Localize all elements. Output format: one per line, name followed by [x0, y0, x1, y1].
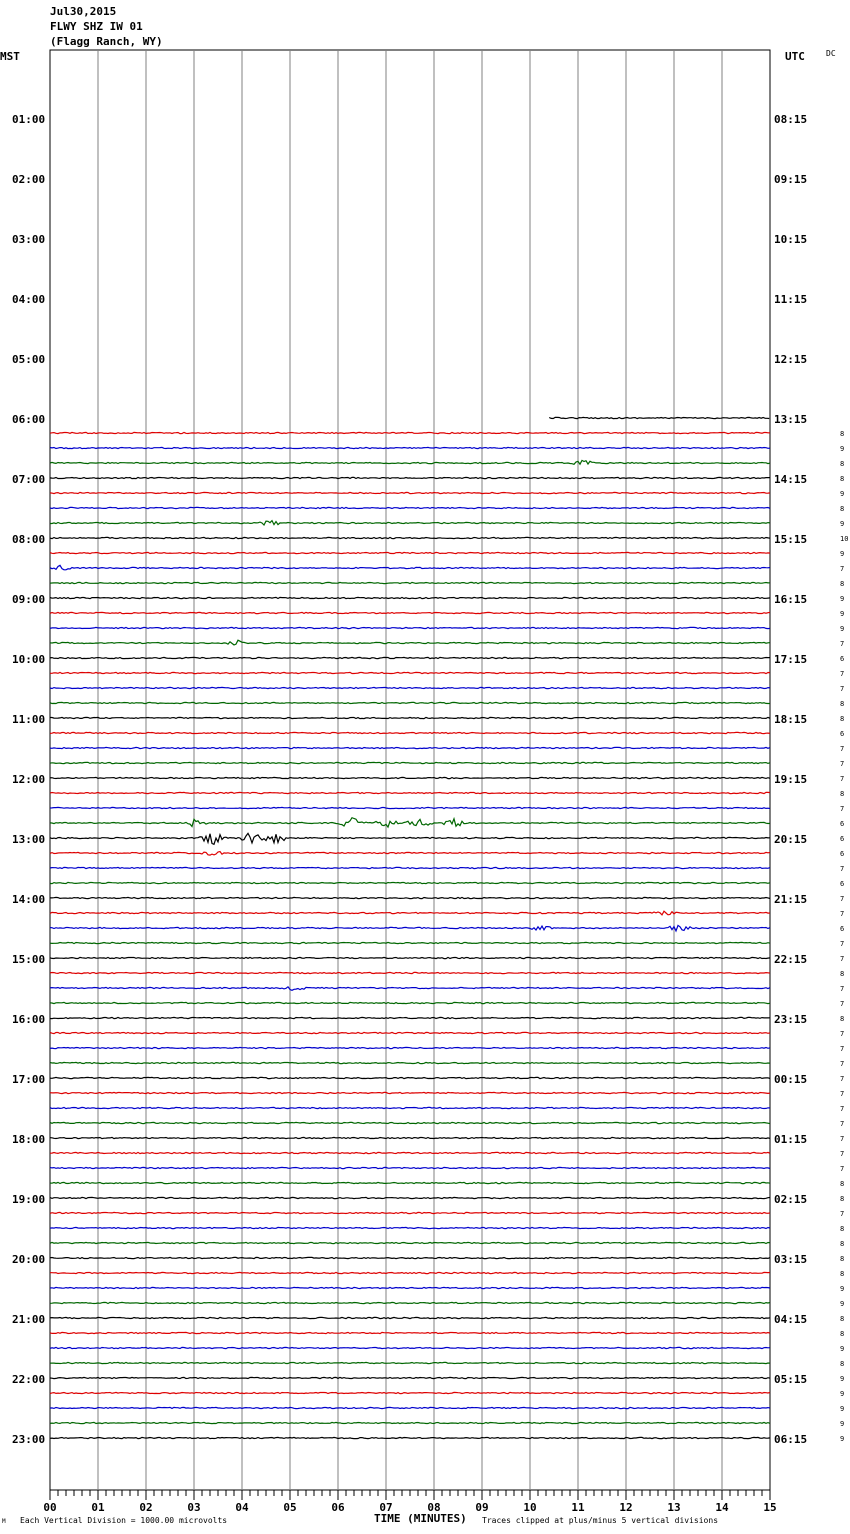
seismic-trace: [50, 597, 770, 598]
seismic-trace: [50, 1377, 770, 1378]
trace-clip-value: 6: [840, 880, 845, 888]
plot-frame: [50, 50, 770, 1490]
seismic-trace: [50, 777, 770, 778]
seismic-trace: [50, 1437, 770, 1438]
seismic-trace: [50, 1272, 770, 1273]
x-tick-label: 03: [187, 1501, 201, 1514]
seismic-trace: [50, 1212, 770, 1213]
trace-clip-value: 7: [840, 640, 845, 648]
seismic-trace: [50, 1407, 770, 1408]
trace-clip-value: 7: [840, 1120, 845, 1128]
seismic-trace: [50, 1092, 770, 1093]
trace-clip-value: 9: [840, 595, 845, 603]
x-tick-label: 08: [427, 1501, 441, 1514]
trace-clip-value: 7: [840, 1165, 845, 1173]
mst-time-label: 09:00: [12, 593, 46, 606]
trace-clip-value: 7: [840, 1075, 845, 1083]
trace-clip-value: 8: [840, 580, 845, 588]
trace-clip-value: 7: [840, 760, 845, 768]
seismic-trace: [50, 1167, 770, 1168]
seismic-trace: [50, 1152, 770, 1153]
seismic-trace: [50, 1197, 770, 1198]
seismic-trace: [50, 1047, 770, 1048]
utc-time-label: 14:15: [774, 473, 808, 486]
mst-time-label: 19:00: [12, 1193, 46, 1206]
scale-note: Each Vertical Division = 1000.00 microvolts: [20, 1516, 228, 1525]
trace-clip-value: 8: [840, 1225, 845, 1233]
trace-clip-value: 7: [840, 1210, 845, 1218]
mst-time-label: 07:00: [12, 473, 46, 486]
seismic-trace: [50, 867, 770, 868]
trace-clip-value: 7: [840, 565, 845, 573]
mst-time-label: 23:00: [12, 1433, 46, 1446]
seismic-trace: [50, 1257, 770, 1258]
trace-clip-value: 8: [840, 430, 845, 438]
trace-clip-value: 6: [840, 850, 845, 858]
station-code: FLWY SHZ IW 01: [50, 20, 143, 33]
mst-time-label: 17:00: [12, 1073, 46, 1086]
utc-time-label: 02:15: [774, 1193, 808, 1206]
seismic-trace: [50, 818, 770, 827]
trace-clip-value: 9: [840, 1435, 845, 1443]
trace-clip-value: 7: [840, 955, 845, 963]
x-tick-label: 11: [571, 1501, 585, 1514]
right-axis-title: UTC: [785, 50, 805, 63]
trace-clip-value: 8: [840, 700, 845, 708]
mst-time-label: 16:00: [12, 1013, 46, 1026]
x-axis-label: TIME (MINUTES): [374, 1512, 467, 1525]
seismic-trace: [50, 957, 770, 958]
seismic-trace: [50, 1017, 770, 1018]
mst-time-label: 14:00: [12, 893, 46, 906]
x-tick-label: 10: [523, 1501, 537, 1514]
trace-clip-value: 9: [840, 625, 845, 633]
utc-time-label: 04:15: [774, 1313, 808, 1326]
trace-clip-value: 9: [840, 1300, 845, 1308]
station-location: (Flagg Ranch, WY): [50, 35, 163, 48]
seismic-trace: [50, 492, 770, 493]
trace-clip-value: 7: [840, 670, 845, 678]
trace-clip-value: 8: [840, 475, 845, 483]
utc-time-label: 01:15: [774, 1133, 808, 1146]
trace-clip-value: 8: [840, 1360, 845, 1368]
seismic-trace: [50, 1077, 770, 1078]
mst-time-label: 21:00: [12, 1313, 46, 1326]
seismic-trace: [50, 552, 770, 553]
seismic-trace: [50, 852, 770, 856]
x-tick-label: 14: [715, 1501, 729, 1514]
seismic-trace: [50, 507, 770, 508]
utc-time-label: 22:15: [774, 953, 808, 966]
trace-clip-value: 9: [840, 1420, 845, 1428]
trace-clip-value: 6: [840, 655, 845, 663]
mst-time-label: 06:00: [12, 413, 46, 426]
clip-note: Traces clipped at plus/minus 5 vertical divisions: [482, 1516, 719, 1525]
seismic-trace: [50, 1362, 770, 1363]
seismic-trace: [50, 762, 770, 763]
seismic-trace: [50, 657, 770, 658]
trace-clip-value: 7: [840, 775, 845, 783]
mst-time-label: 22:00: [12, 1373, 46, 1386]
trace-clip-value: 9: [840, 520, 845, 528]
seismic-trace: [50, 1182, 770, 1183]
x-tick-label: 00: [43, 1501, 57, 1514]
corner-mark: M: [2, 1518, 6, 1525]
utc-time-label: 13:15: [774, 413, 808, 426]
trace-clip-value: 7: [840, 805, 845, 813]
mst-time-label: 11:00: [12, 713, 46, 726]
seismic-trace: [50, 807, 770, 808]
mst-time-label: 04:00: [12, 293, 46, 306]
seismic-trace: [50, 1062, 770, 1063]
seismic-trace: [50, 1422, 770, 1423]
seismic-trace: [50, 1122, 770, 1123]
utc-time-label: 23:15: [774, 1013, 808, 1026]
x-tick-label: 02: [139, 1501, 153, 1514]
x-tick-label: 09: [475, 1501, 489, 1514]
seismic-trace: [50, 1287, 770, 1288]
x-tick-label: 12: [619, 1501, 633, 1514]
seismic-trace: [50, 942, 770, 943]
trace-clip-value: 8: [840, 1255, 845, 1263]
seismic-trace: [50, 987, 770, 991]
seismic-trace: [50, 627, 770, 628]
x-tick-label: 13: [667, 1501, 681, 1514]
mst-time-label: 05:00: [12, 353, 46, 366]
utc-time-label: 20:15: [774, 833, 808, 846]
trace-clip-value: 6: [840, 820, 845, 828]
mst-time-label: 03:00: [12, 233, 46, 246]
utc-time-label: 17:15: [774, 653, 808, 666]
utc-time-label: 21:15: [774, 893, 808, 906]
mst-time-label: 13:00: [12, 833, 46, 846]
seismic-trace: [50, 1317, 770, 1318]
trace-clip-value: 7: [840, 1045, 845, 1053]
seismic-trace: [50, 911, 770, 915]
utc-time-label: 00:15: [774, 1073, 808, 1086]
trace-clip-value: 9: [840, 1375, 845, 1383]
x-tick-label: 01: [91, 1501, 105, 1514]
trace-clip-value: 7: [840, 1000, 845, 1008]
x-tick-label: 04: [235, 1501, 249, 1514]
trace-clip-value: 7: [840, 985, 845, 993]
trace-clip-value: 7: [840, 1090, 845, 1098]
seismic-trace: [50, 612, 770, 613]
utc-time-label: 06:15: [774, 1433, 808, 1446]
mst-time-label: 20:00: [12, 1253, 46, 1266]
trace-clip-value: 9: [840, 1285, 845, 1293]
utc-time-label: 05:15: [774, 1373, 808, 1386]
trace-clip-value: 7: [840, 910, 845, 918]
trace-clip-value: 8: [840, 1315, 845, 1323]
seismic-trace: [50, 640, 770, 645]
trace-clip-value: 8: [840, 970, 845, 978]
trace-clip-value: 8: [840, 1180, 845, 1188]
trace-clip-value: 7: [840, 1135, 845, 1143]
trace-clip-value: 8: [840, 1330, 845, 1338]
seismic-trace: [50, 537, 770, 538]
seismic-trace: [50, 1302, 770, 1303]
trace-clip-value: 7: [840, 685, 845, 693]
trace-clip-value: 8: [840, 1270, 845, 1278]
trace-clip-value: 8: [840, 715, 845, 723]
mst-time-label: 15:00: [12, 953, 46, 966]
seismic-trace: [50, 672, 770, 673]
seismic-trace: [50, 925, 770, 931]
x-tick-label: 06: [331, 1501, 345, 1514]
seismic-trace: [50, 477, 770, 478]
seismic-trace: [50, 460, 770, 464]
x-tick-label: 07: [379, 1501, 393, 1514]
mst-time-label: 12:00: [12, 773, 46, 786]
trace-clip-value: 9: [840, 1345, 845, 1353]
mst-time-label: 08:00: [12, 533, 46, 546]
trace-clip-value: 6: [840, 925, 845, 933]
trace-clip-value: 10: [840, 535, 849, 543]
trace-clip-value: 7: [840, 1060, 845, 1068]
utc-time-label: 08:15: [774, 113, 808, 126]
seismic-trace: [50, 1137, 770, 1138]
seismic-trace: [50, 732, 770, 733]
trace-clip-value: 8: [840, 1195, 845, 1203]
seismic-trace: [50, 521, 770, 525]
trace-clip-value: 8: [840, 790, 845, 798]
seismic-trace: [549, 417, 769, 418]
utc-time-label: 16:15: [774, 593, 808, 606]
left-axis-title: MST: [0, 50, 20, 63]
trace-clip-value: 8: [840, 460, 845, 468]
x-tick-label: 05: [283, 1501, 297, 1514]
seismic-trace: [50, 1227, 770, 1228]
trace-clip-value: 9: [840, 1390, 845, 1398]
trace-clip-value: 6: [840, 730, 845, 738]
trace-clip-value: 7: [840, 940, 845, 948]
seismic-trace: [50, 1107, 770, 1108]
utc-time-label: 10:15: [774, 233, 808, 246]
trace-clip-value: 9: [840, 490, 845, 498]
seismic-trace: [50, 1332, 770, 1333]
seismic-trace: [50, 972, 770, 973]
trace-clip-value: 9: [840, 445, 845, 453]
trace-clip-value: 8: [840, 1015, 845, 1023]
trace-clip-value: 7: [840, 1150, 845, 1158]
utc-time-label: 19:15: [774, 773, 808, 786]
utc-time-label: 18:15: [774, 713, 808, 726]
seismic-trace: [50, 747, 770, 748]
trace-clip-value: 8: [840, 505, 845, 513]
seismic-trace: [50, 792, 770, 793]
seismic-trace: [50, 582, 770, 583]
utc-time-label: 12:15: [774, 353, 808, 366]
trace-clip-value: 7: [840, 1105, 845, 1113]
mst-time-label: 02:00: [12, 173, 46, 186]
trace-clip-value: 6: [840, 835, 845, 843]
utc-time-label: 09:15: [774, 173, 808, 186]
utc-time-label: 15:15: [774, 533, 808, 546]
utc-time-label: 11:15: [774, 293, 808, 306]
mst-time-label: 01:00: [12, 113, 46, 126]
seismic-trace: [50, 702, 770, 703]
trace-clip-value: 9: [840, 1405, 845, 1413]
seismic-trace: [50, 833, 770, 844]
trace-clip-value: 9: [840, 550, 845, 558]
seismic-trace: [50, 882, 770, 883]
seismic-trace: [50, 687, 770, 688]
seismic-trace: [50, 1392, 770, 1393]
seismic-trace: [50, 447, 770, 448]
trace-clip-value: 7: [840, 865, 845, 873]
trace-clip-value: 8: [840, 1240, 845, 1248]
mst-time-label: 18:00: [12, 1133, 46, 1146]
seismic-trace: [50, 1242, 770, 1243]
seismic-trace: [50, 1002, 770, 1003]
seismic-trace: [50, 897, 770, 898]
dc-label: DC: [826, 49, 836, 58]
x-tick-label: 15: [763, 1501, 777, 1514]
trace-clip-value: 7: [840, 895, 845, 903]
seismic-trace: [50, 565, 770, 570]
trace-clip-value: 9: [840, 610, 845, 618]
seismic-trace: [50, 1032, 770, 1033]
record-date: Jul30,2015: [50, 5, 117, 18]
seismic-trace: [50, 1347, 770, 1348]
seismic-trace: [50, 432, 770, 433]
seismic-trace: [50, 717, 770, 718]
trace-clip-value: 7: [840, 745, 845, 753]
mst-time-label: 10:00: [12, 653, 46, 666]
utc-time-label: 03:15: [774, 1253, 808, 1266]
trace-clip-value: 7: [840, 1030, 845, 1038]
